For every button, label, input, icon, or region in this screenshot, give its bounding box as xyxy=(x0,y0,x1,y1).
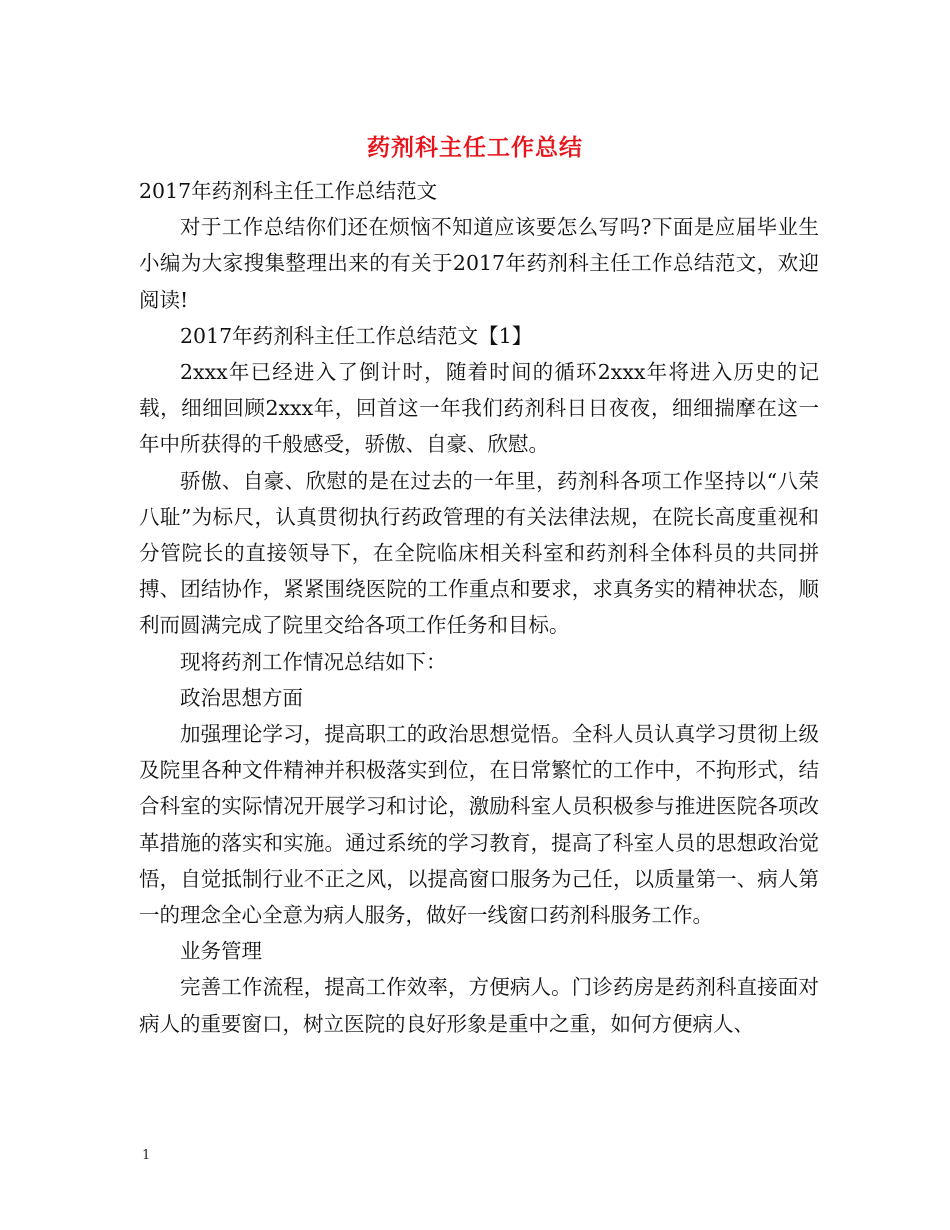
paragraph-heading-politics: 政治思想方面 xyxy=(180,685,303,710)
paragraph-achievements: 骄傲、自豪、欣慰的是在过去的一年里，药剂科各项工作坚持以“八荣八耻”为标尺，认真贯彻执行药政管理的有关法律法规，在院长高度重视和分管院长的直接领导下，在全院临床相关科室和药剂科全体科员的共同拼搏、团结协作，紧紧围绕医院的工作重点和要求，求真务实的精神状态，顺利而圆满完成了院里交给各项工作任务和目标。 xyxy=(139,468,819,638)
paragraph-subtitle: 2017年药剂科主任工作总结范文 xyxy=(139,179,438,203)
paragraph-review: 2xxx年已经进入了倒计时，随着时间的循环2xxx年将进入历史的记载，细细回顾2xxx年，回首这一年我们药剂科日日夜夜，细细揣摩在这一年中所获得的千般感受，骄傲、自豪、欣慰。 xyxy=(139,360,819,457)
paragraph-section-heading: 2017年药剂科主任工作总结范文【1】 xyxy=(180,323,533,348)
paragraph-politics: 加强理论学习，提高职工的政治思想觉悟。全科人员认真学习贯彻上级及院里各种文件精神并积极落实到位，在日常繁忙的工作中，不拘形式，结合科室的实际情况开展学习和讨论，激励科室人员积极参与推进医院各项改革措施的落实和实施。通过系统的学习教育，提高了科室人员的思想政治觉悟，自觉抵制行业不正之风，以提高窗口服务为己任，以质量第一、病人第一的理念全心全意为病人服务，做好一线窗口药剂科服务工作。 xyxy=(139,722,819,928)
paragraph-intro: 对于工作总结你们还在烦恼不知道应该要怎么写吗?下面是应届毕业生小编为大家搜集整理出来的有关于2017年药剂科主任工作总结范文，欢迎阅读! xyxy=(139,215,819,312)
paragraph-business: 完善工作流程，提高工作效率，方便病人。门诊药房是药剂科直接面对病人的重要窗口，树立医院的良好形象是重中之重，如何方便病人、 xyxy=(139,975,819,1036)
document-body xyxy=(139,173,819,1042)
paragraph-heading-business: 业务管理 xyxy=(180,939,262,964)
document-title: 药剂科主任工作总结 xyxy=(367,134,583,161)
paragraph-summary-lead: 现将药剂工作情况总结如下： xyxy=(180,649,447,674)
page-number: 1 xyxy=(142,1148,151,1163)
